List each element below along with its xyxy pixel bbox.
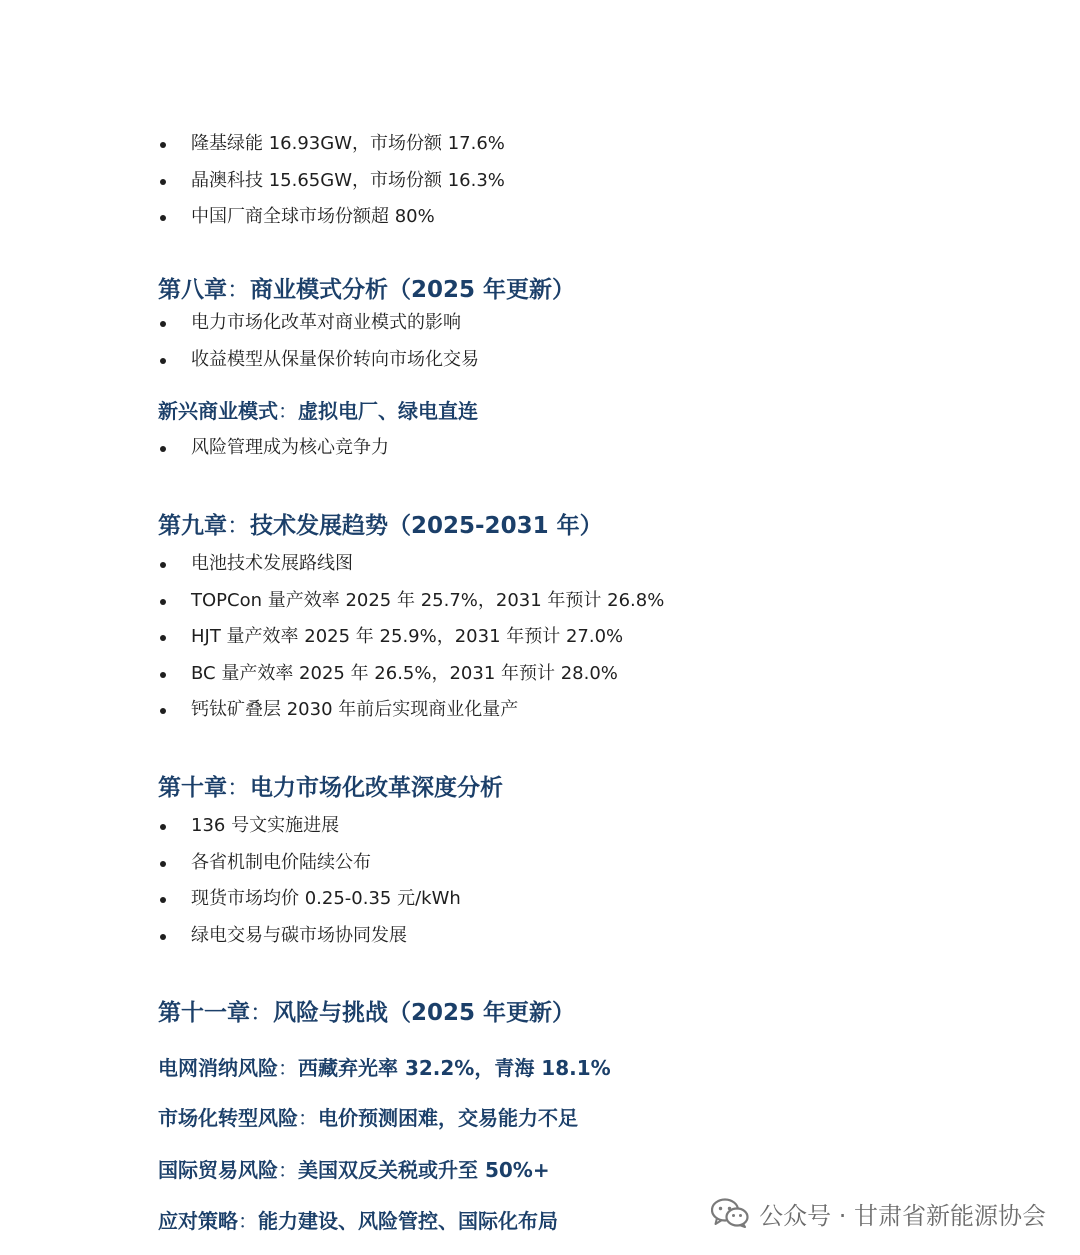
list-item	[158, 625, 664, 662]
heading-separator: ：	[227, 277, 250, 303]
subheading-label: 新兴商业模式	[158, 399, 278, 423]
bullet-icon	[160, 179, 166, 185]
list-item	[158, 814, 461, 851]
list-item	[158, 132, 505, 169]
bullet-icon	[160, 897, 166, 903]
risk-label: 应对策略	[158, 1209, 238, 1233]
risk-label: 市场化转型风险	[158, 1106, 298, 1130]
risk-international-trade	[158, 1156, 550, 1184]
list-item-text: 隆基绿能 16.93GW，市场份额 17.6%	[191, 133, 505, 154]
subheading-text: 虚拟电厂、绿电直连	[298, 399, 478, 423]
chapter-10-list	[158, 814, 461, 960]
chapter-9-list	[158, 552, 664, 735]
risk-separator: ：	[278, 1056, 298, 1080]
list-item-text: 现货市场均价 0.25-0.35 元/kWh	[191, 888, 461, 909]
list-item	[158, 887, 461, 924]
list-item	[158, 924, 461, 961]
risk-text: 电价预测困难，交易能力不足	[318, 1106, 578, 1130]
list-item-text: 电力市场化改革对商业模式的影响	[191, 312, 461, 333]
chapter-9-number: 第九章	[158, 513, 227, 539]
risk-text: 美国双反关税或升至 50%+	[298, 1158, 550, 1182]
chapter-10-number: 第十章	[158, 775, 227, 801]
response-strategy	[158, 1207, 558, 1235]
bullet-icon	[160, 824, 166, 830]
list-item-text: 钙钛矿叠层 2030 年前后实现商业化量产	[191, 699, 519, 720]
heading-separator: ：	[227, 775, 250, 801]
list-item	[158, 311, 479, 348]
bullet-icon	[160, 446, 166, 452]
list-item	[158, 851, 461, 888]
list-item	[158, 662, 664, 699]
chapter-8-heading	[158, 275, 575, 305]
risk-market-transition	[158, 1104, 578, 1132]
chapter-11-number: 第十一章	[158, 1000, 250, 1026]
chapter-11-title: 风险与挑战（2025 年更新）	[273, 1000, 576, 1026]
list-item-text: TOPCon 量产效率 2025 年 25.7%，2031 年预计 26.8%	[191, 589, 665, 611]
heading-separator: ：	[227, 513, 250, 539]
heading-separator: ：	[250, 1000, 273, 1026]
market-share-list	[158, 132, 505, 242]
bullet-icon	[160, 708, 166, 714]
chapter-9-heading	[158, 511, 603, 541]
chapter-8-title: 商业模式分析（2025 年更新）	[250, 277, 576, 303]
chapter-10-title: 电力市场化改革深度分析	[250, 775, 503, 801]
list-item	[158, 436, 389, 473]
bullet-icon	[160, 142, 166, 148]
bullet-icon	[160, 672, 166, 678]
bullet-icon	[160, 562, 166, 568]
list-item-text: 绿电交易与碳市场协同发展	[191, 924, 407, 946]
chapter-11-heading	[158, 998, 575, 1028]
bullet-icon	[160, 934, 166, 940]
list-item-text: 风险管理成为核心竞争力	[191, 437, 389, 458]
list-item	[158, 552, 664, 589]
risk-label: 电网消纳风险	[158, 1056, 278, 1080]
risk-label: 国际贸易风险	[158, 1158, 278, 1182]
list-item-text: 收益模型从保量保价转向市场化交易	[191, 348, 479, 370]
risk-separator: ：	[238, 1209, 258, 1233]
wechat-icon	[711, 1198, 749, 1228]
bullet-icon	[160, 635, 166, 641]
chapter-8-number: 第八章	[158, 277, 227, 303]
risk-separator: ：	[298, 1106, 318, 1130]
emerging-models-list	[158, 436, 389, 473]
list-item-text: 晶澳科技 15.65GW，市场份额 16.3%	[191, 169, 505, 191]
bullet-icon	[160, 215, 166, 221]
bullet-icon	[160, 321, 166, 327]
emerging-models-subheading	[158, 397, 478, 425]
list-item-text: 136 号文实施进展	[191, 815, 340, 836]
chapter-10-heading	[158, 773, 503, 803]
chapter-9-title: 技术发展趋势（2025-2031 年）	[250, 513, 603, 539]
risk-text: 能力建设、风险管控、国际化布局	[258, 1209, 558, 1233]
list-item	[158, 205, 505, 242]
risk-separator: ：	[278, 1158, 298, 1182]
list-item	[158, 589, 664, 626]
risk-text: 西藏弃光率 32.2%，青海 18.1%	[298, 1056, 611, 1080]
list-item-text: 中国厂商全球市场份额超 80%	[191, 206, 435, 227]
list-item-text: BC 量产效率 2025 年 26.5%，2031 年预计 28.0%	[191, 662, 618, 684]
bullet-icon	[160, 358, 166, 364]
list-item-text: 各省机制电价陆续公布	[191, 851, 371, 873]
watermark-text: 公众号 · 甘肃省新能源协会	[759, 1201, 1046, 1230]
list-item-text: 电池技术发展路线图	[191, 553, 353, 574]
list-item-text: HJT 量产效率 2025 年 25.9%，2031 年预计 27.0%	[191, 626, 624, 647]
chapter-8-list	[158, 311, 479, 384]
list-item	[158, 169, 505, 206]
bullet-icon	[160, 599, 166, 605]
risk-grid-absorption	[158, 1054, 611, 1082]
bullet-icon	[160, 861, 166, 867]
subheading-separator: ：	[278, 399, 298, 423]
list-item	[158, 698, 664, 735]
list-item	[158, 348, 479, 385]
wechat-watermark	[711, 1195, 1046, 1231]
